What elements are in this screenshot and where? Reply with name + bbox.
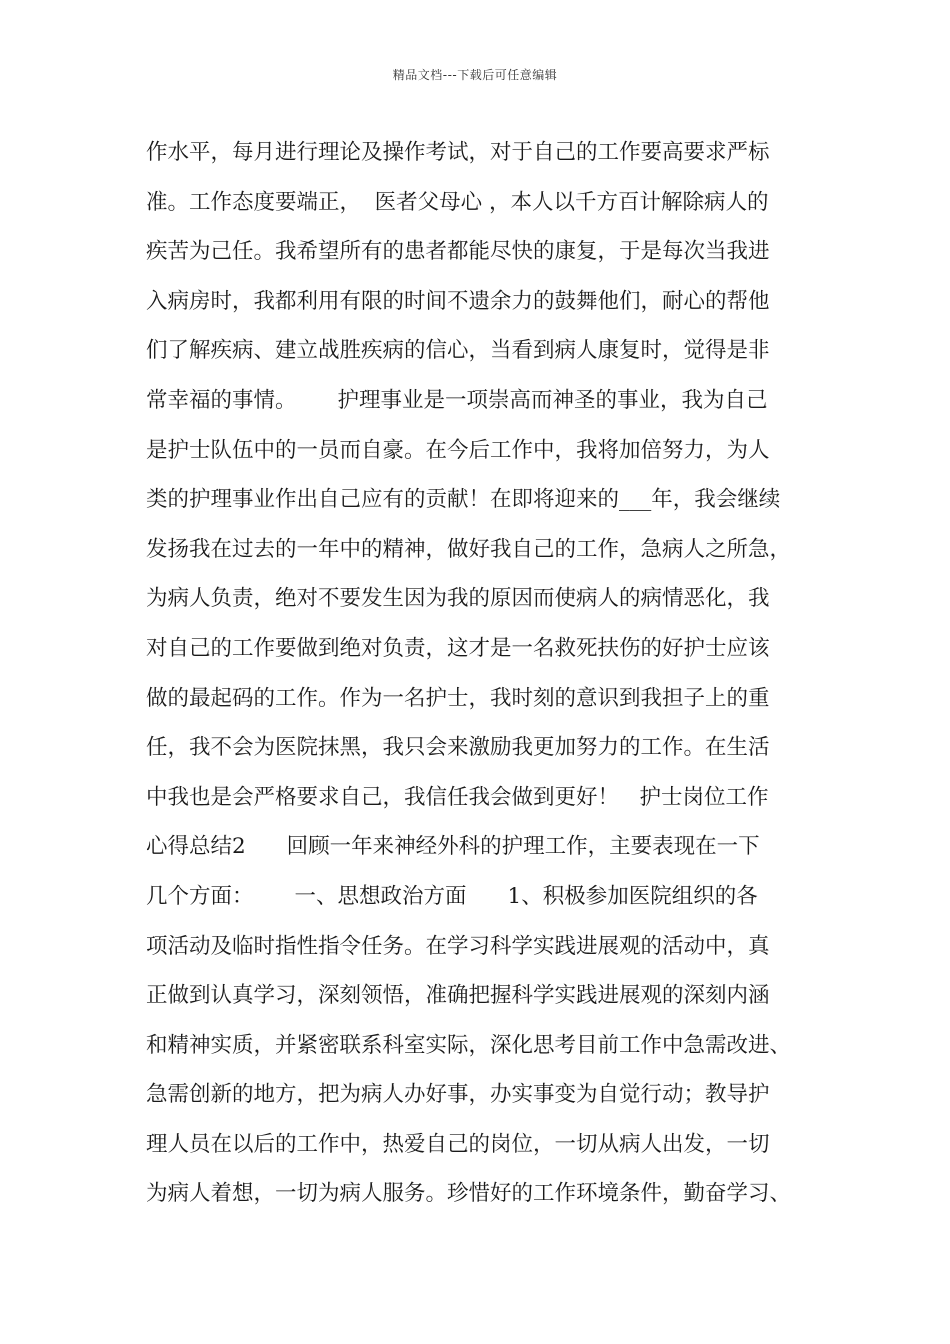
text-line: 准。工作态度要端正， 医者父母心 ，本人以千方百计解除病人的 (146, 189, 769, 215)
text-line: 几个方面： 一、思想政治方面 1、积极参加医院组织的各 (146, 883, 758, 909)
text-line: 中我也是会严格要求自己，我信任我会做到更好！ 护士岗位工作 (146, 784, 769, 810)
text-line: 们了解疾病、建立战胜疾病的信心，当看到病人康复时，觉得是非 (146, 338, 770, 364)
text-line: 发扬我在过去的一年中的精神，做好我自己的工作，急病人之所急， (146, 536, 792, 562)
text-line: 入病房时，我都利用有限的时间不遗余力的鼓舞他们，耐心的帮他 (146, 288, 770, 314)
text-line: 理人员在以后的工作中，热爱自己的岗位，一切从病人出发，一切 (146, 1131, 770, 1157)
text-line: 为病人负责，绝对不要发生因为我的原因而使病人的病情恶化，我 (146, 586, 770, 612)
text-line: 对自己的工作要做到绝对负责，这才是一名救死扶伤的好护士应该 (146, 635, 770, 661)
text-line: 正做到认真学习，深刻领悟，准确把握科学实践进展观的深刻内涵 (146, 983, 770, 1009)
text-line: 任，我不会为医院抹黑，我只会来激励我更加努力的工作。在生活 (146, 735, 770, 761)
text-line: 类的护理事业作出自己应有的贡献！在即将迎来的___年，我会继续 (146, 487, 781, 513)
text-line: 疾苦为己任。我希望所有的患者都能尽快的康复，于是每次当我进 (146, 239, 770, 265)
text-line: 和精神实质，并紧密联系科室实际，深化思考目前工作中急需改进、 (146, 1032, 792, 1058)
page-header: 精品文档---下载后可任意编辑 (392, 68, 558, 82)
text-line: 急需创新的地方，把为病人办好事，办实事变为自觉行动；教导护 (146, 1082, 770, 1108)
text-line: 做的最起码的工作。作为一名护士，我时刻的意识到我担子上的重 (146, 685, 770, 711)
text-line: 作水平，每月进行理论及操作考试，对于自己的工作要高要求严标 (146, 140, 770, 165)
document-body (146, 128, 836, 1219)
text-line: 常幸福的事情。 护理事业是一项崇高而神圣的事业，我为自己 (146, 387, 768, 413)
text-line: 是护士队伍中的一员而自豪。在今后工作中，我将加倍努力，为人 (146, 437, 770, 463)
text-line: 项活动及临时指性指令任务。在学习科学实践进展观的活动中，真 (146, 933, 770, 959)
text-line: 心得总结2 回顾一年来神经外科的护理工作，主要表现在一下 (146, 834, 760, 860)
text-line: 为病人着想，一切为病人服务。珍惜好的工作环境条件，勤奋学习、 (146, 1181, 792, 1207)
